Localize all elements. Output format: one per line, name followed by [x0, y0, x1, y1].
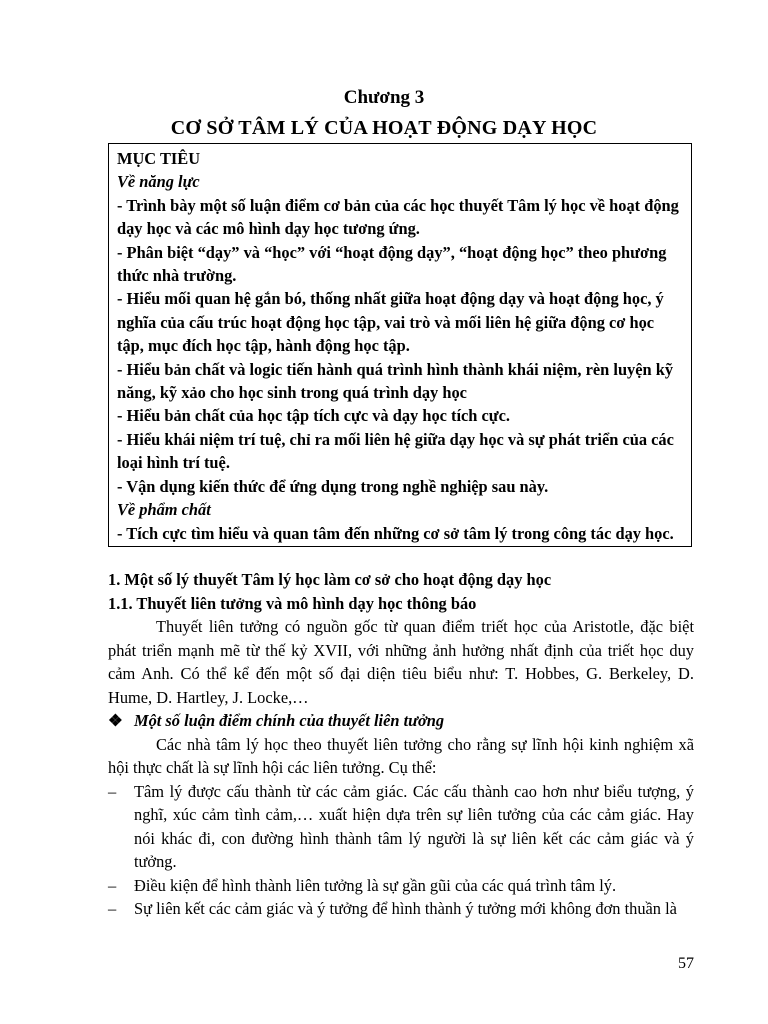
competence-heading: Về năng lực — [117, 172, 200, 192]
objective-item: - Hiểu bản chất của học tập tích cực và dạy học tích cực. — [117, 406, 510, 426]
claims-paragraph: Các nhà tâm lý học theo thuyết liên tưởng cho rằng sự lĩnh hội kinh nghiệm xã hội thực chất là sự lĩnh hội các liên tưởng. Cụ thể: — [108, 734, 694, 777]
section-heading: 1. Một số lý thuyết Tâm lý học làm cơ sở cho hoạt động dạy học — [108, 570, 552, 589]
body-text — [108, 568, 694, 921]
objective-item: - Hiểu bản chất và logic tiến hành quá trình hình thành khái niệm, rèn luyện kỹ năng, kỹ xảo cho học sinh trong quá trình dạy học — [117, 359, 674, 403]
page-number: 57 — [678, 955, 694, 972]
diamond-bullet-icon: ❖ — [108, 711, 123, 730]
objectives-box — [108, 143, 692, 547]
bullet-heading-text: Một số luận điểm chính của thuyết liên tưởng — [134, 711, 445, 730]
quality-item: - Tích cực tìm hiểu và quan tâm đến những cơ sở tâm lý trong công tác dạy học. — [117, 523, 674, 543]
objective-item: - Hiểu mối quan hệ gắn bó, thống nhất giữa hoạt động dạy và hoạt động học, ý nghĩa của cấu trúc hoạt động học tập, vai trò và mối liên hệ giữa động cơ học tập, mục đích học tập, hành động học tập. — [117, 289, 664, 356]
dash-bullet: – — [108, 875, 117, 895]
intro-paragraph: Thuyết liên tưởng có nguồn gốc từ quan điểm triết học của Aristotle, đặc biệt phát triển mạnh mẽ từ thế kỷ XVII, với những ảnh hưởng nhất định của triết học duy cảm Anh. Có thể kể đến một số đại diện tiêu biểu như: T. Hobbes, G. Berkeley, D. Hume, D. Hartley, J. Locke,… — [108, 617, 694, 707]
quality-heading: Về phẩm chất — [117, 500, 211, 520]
chapter-title: CƠ SỞ TÂM LÝ CỦA HOẠT ĐỘNG DẠY HỌC — [170, 117, 598, 139]
list-item — [108, 874, 694, 898]
objective-item: - Trình bày một số luận điểm cơ bản của các học thuyết Tâm lý học về hoạt động dạy học và các mô hình dạy học tương ứng. — [117, 195, 679, 239]
list-item — [108, 897, 694, 921]
bullet-heading — [108, 709, 694, 733]
objectives-heading: MỤC TIÊU — [117, 149, 201, 168]
subsection-heading: 1.1. Thuyết liên tưởng và mô hình dạy học thông báo — [108, 593, 477, 613]
list-item-text: Sự liên kết các cảm giác và ý tưởng để hình thành ý tưởng mới không đơn thuần là — [134, 899, 677, 918]
list-item — [108, 780, 694, 874]
dash-bullet: – — [108, 899, 117, 918]
objective-item: - Vận dụng kiến thức để ứng dụng trong nghề nghiệp sau này. — [117, 476, 549, 496]
dash-bullet: – — [108, 781, 117, 801]
list-item-text: Điều kiện để hình thành liên tưởng là sự gần gũi của các quá trình tâm lý. — [134, 875, 617, 895]
objective-item: - Hiểu khái niệm trí tuệ, chỉ ra mối liên hệ giữa dạy học và sự phát triển của các loại hình trí tuệ. — [117, 429, 674, 473]
chapter-number: Chương 3 — [343, 87, 425, 108]
list-item-text: Tâm lý được cấu thành từ các cảm giác. Các cấu thành cao hơn như biểu tượng, ý nghĩ, xúc cảm tình cảm,… xuất hiện dựa trên sự liên tưởng của các cảm giác. Hay nói khác đi, con đường hình thành tâm lý người là sự liên kết các cảm giác và ý tưởng. — [134, 781, 694, 871]
objective-item: - Phân biệt “dạy” và “học” với “hoạt động dạy”, “hoạt động học” theo phương thức nhà trường. — [117, 242, 667, 286]
